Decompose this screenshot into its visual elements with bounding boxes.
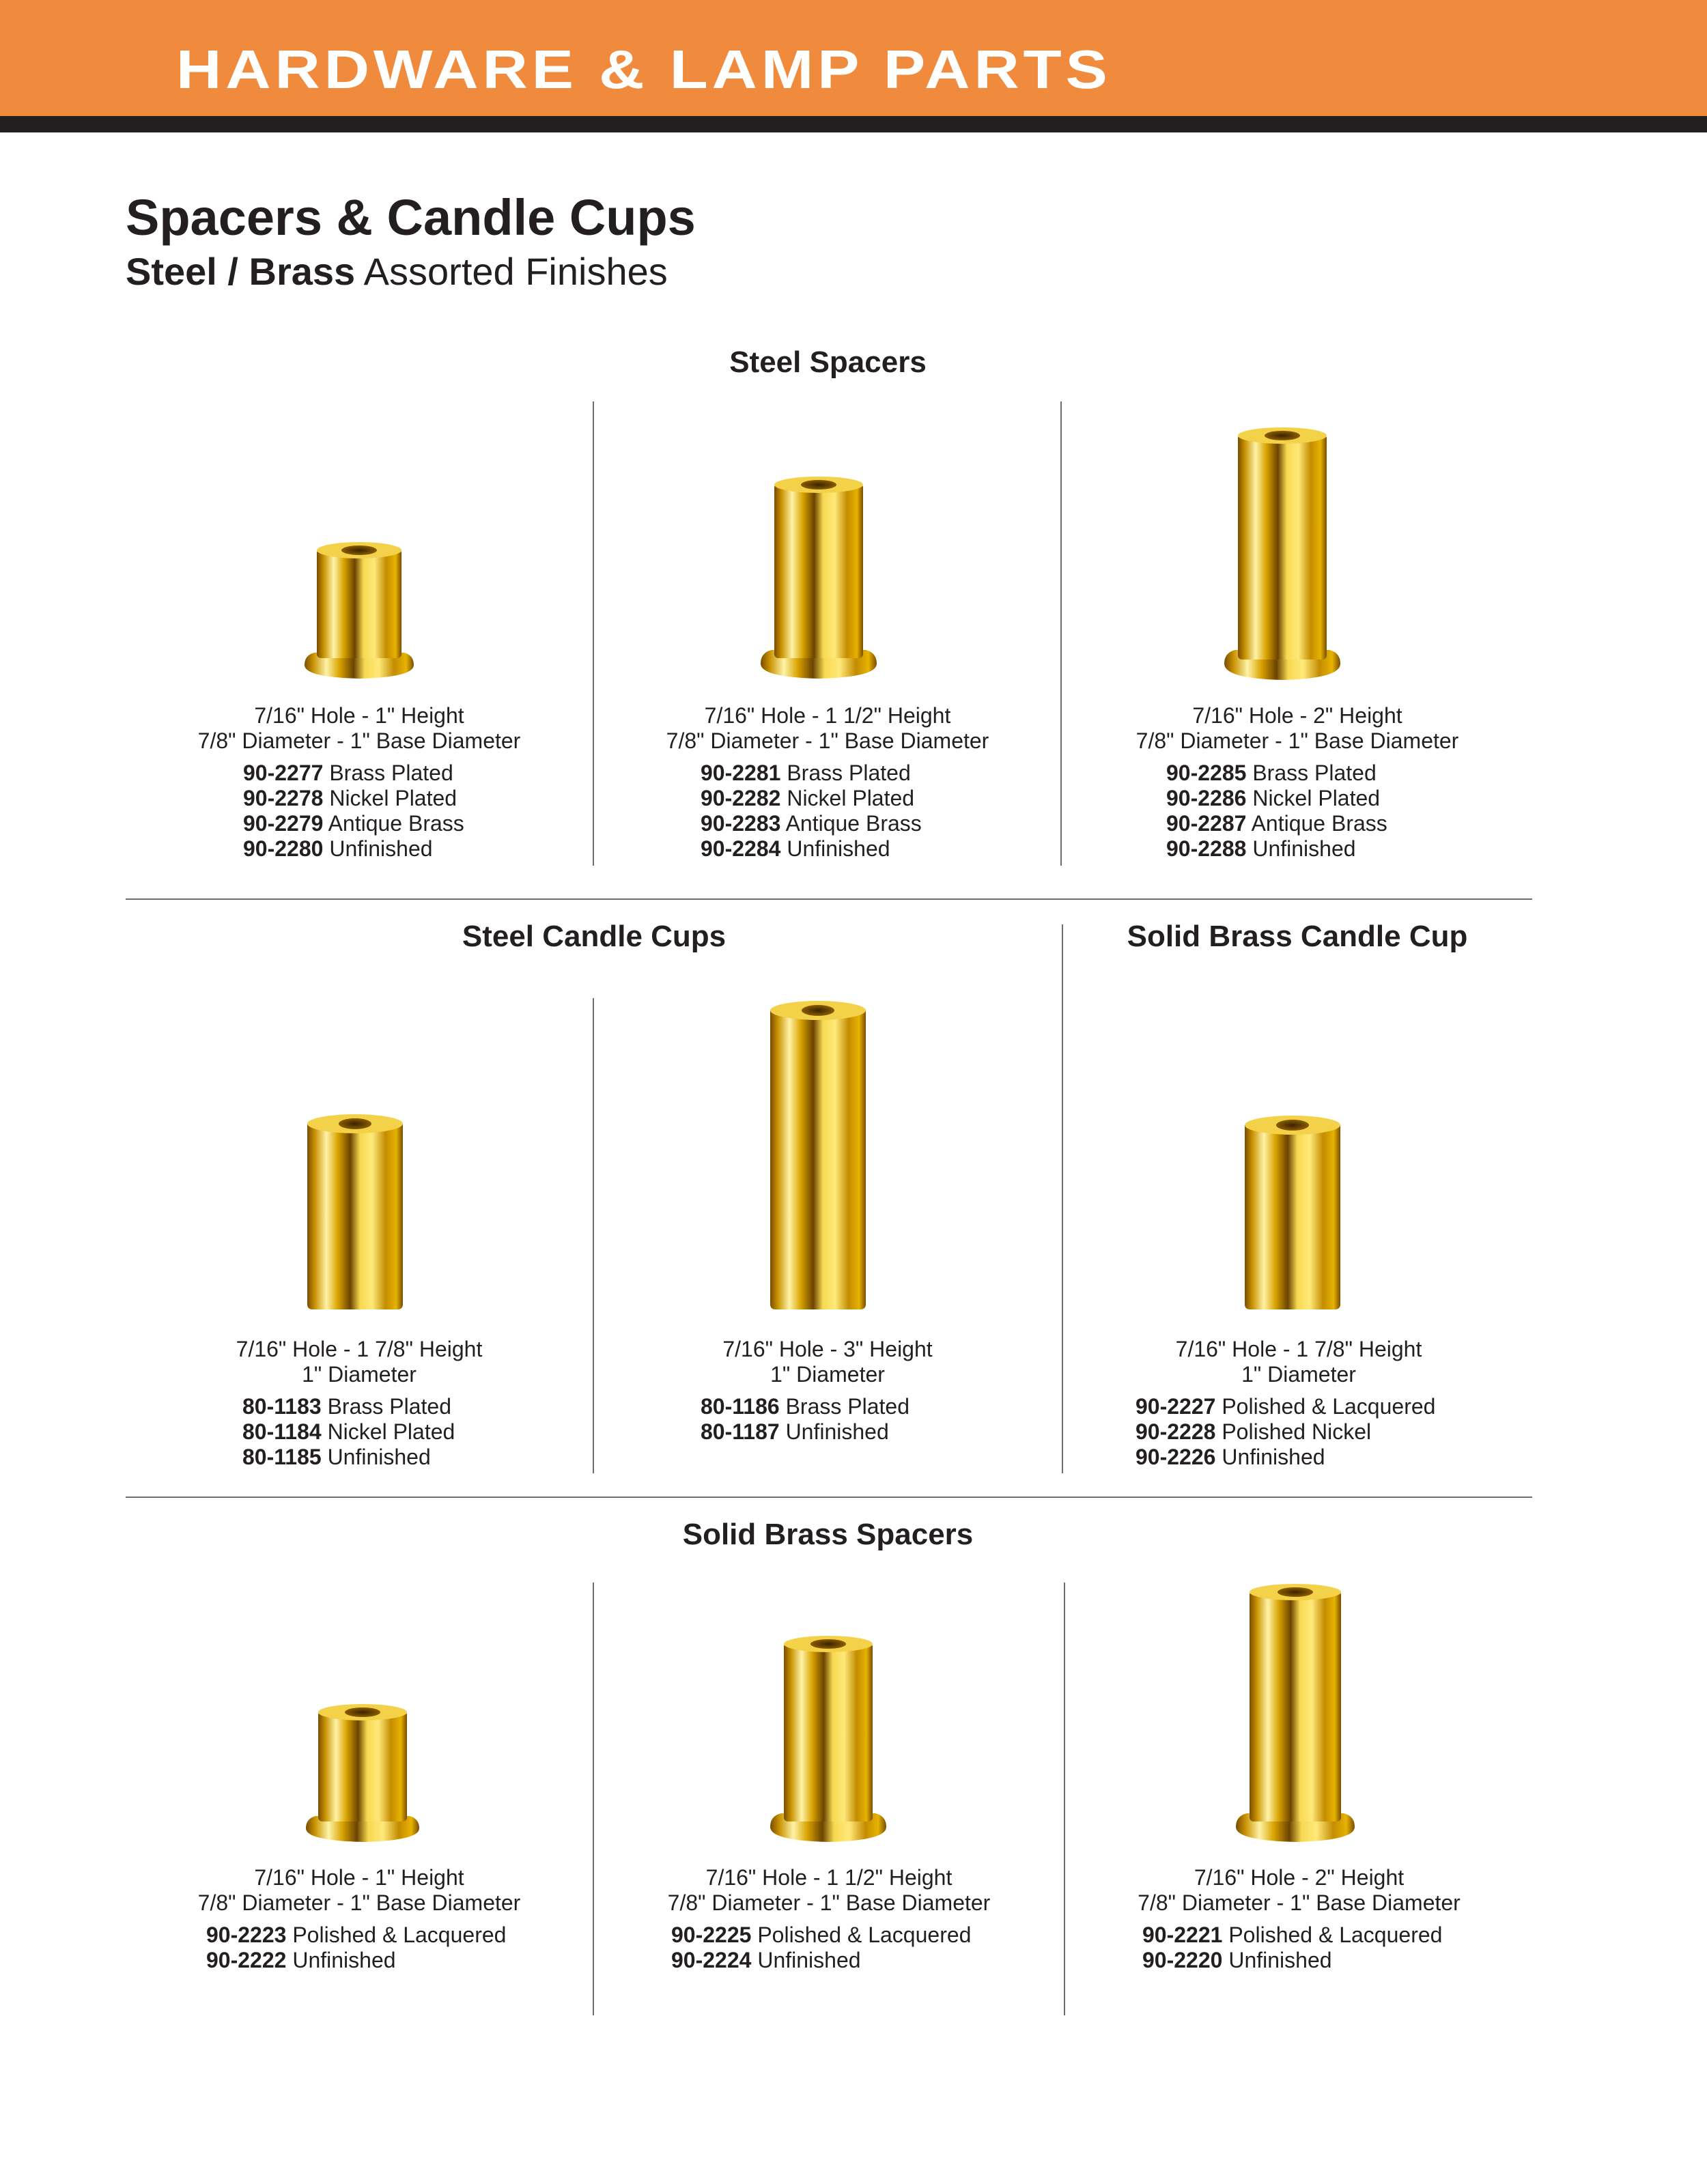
part-row <box>671 1923 971 1948</box>
part-row <box>1142 1923 1442 1948</box>
part-list <box>242 1394 455 1470</box>
part-list <box>701 761 922 862</box>
spec-line: 7/16" Hole - 1 7/8" Height <box>1175 1337 1422 1361</box>
part-number: 90-2227 <box>1135 1394 1216 1419</box>
part-row <box>1142 1948 1442 1973</box>
product-specs <box>594 1337 1061 1387</box>
divider-horizontal <box>126 1497 1532 1498</box>
part-row <box>1135 1445 1435 1470</box>
part-row <box>243 761 464 786</box>
product-solid-brass-candle-cup <box>1063 998 1534 1476</box>
part-number: 80-1183 <box>242 1394 322 1419</box>
part-number: 90-2223 <box>206 1923 287 1947</box>
part-list <box>1142 1923 1442 1973</box>
part-finish: Polished & Lacquered <box>1228 1923 1443 1947</box>
spec-line: 1" Diameter <box>302 1362 417 1387</box>
part-finish: Nickel Plated <box>787 786 915 810</box>
product-specs <box>594 703 1061 754</box>
part-finish: Unfinished <box>785 1419 889 1444</box>
product-specs <box>1063 1337 1534 1387</box>
banner-title: HARDWARE & LAMP PARTS <box>176 39 1112 100</box>
part-row <box>242 1419 455 1445</box>
part-finish: Unfinished <box>787 836 890 861</box>
part-list <box>206 1923 506 1973</box>
part-row <box>701 786 922 811</box>
section-title-solid-brass-candle-cup: Solid Brass Candle Cup <box>1127 920 1468 953</box>
product-specs <box>126 1865 593 1916</box>
part-finish: Brass Plated <box>327 1394 451 1419</box>
part-row <box>243 811 464 836</box>
part-finish: Antique Brass <box>785 811 922 836</box>
spec-line: 7/16" Hole - 2" Height <box>1194 1865 1405 1890</box>
part-number: 90-2285 <box>1166 761 1247 785</box>
section-title-steel-spacers: Steel Spacers <box>729 345 927 379</box>
part-finish: Antique Brass <box>1251 811 1387 836</box>
spec-line: 7/8" Diameter - 1" Base Diameter <box>197 1890 521 1915</box>
page-subtitle <box>126 250 668 293</box>
divider-horizontal <box>126 898 1532 900</box>
part-finish: Brass Plated <box>329 761 453 785</box>
part-number: 90-2279 <box>243 811 324 836</box>
part-number: 90-2277 <box>243 761 324 785</box>
part-number: 90-2283 <box>701 811 781 836</box>
spec-line: 1" Diameter <box>1241 1362 1356 1387</box>
part-finish: Unfinished <box>1252 836 1356 861</box>
part-row <box>242 1394 455 1419</box>
part-number: 90-2220 <box>1142 1948 1223 1972</box>
part-finish: Antique Brass <box>328 811 464 836</box>
part-row <box>701 761 922 786</box>
part-row <box>1166 811 1387 836</box>
product-steel-spacer-1-5in <box>594 401 1061 879</box>
part-number: 80-1185 <box>242 1445 322 1469</box>
spec-line: 7/8" Diameter - 1" Base Diameter <box>667 1890 991 1915</box>
spec-line: 7/8" Diameter - 1" Base Diameter <box>1138 1890 1461 1915</box>
subtitle-bold: Steel / Brass <box>126 250 356 293</box>
part-finish: Unfinished <box>329 836 433 861</box>
part-row <box>1166 836 1387 862</box>
subtitle-rest: Assorted Finishes <box>363 250 668 293</box>
part-number: 90-2284 <box>701 836 781 861</box>
solid-brass-candle-cup-icon <box>1238 1110 1347 1314</box>
product-steel-spacer-1in <box>126 401 593 879</box>
part-finish: Unfinished <box>1228 1948 1332 1972</box>
part-number: 90-2224 <box>671 1948 752 1972</box>
product-specs <box>1065 1865 1533 1916</box>
part-finish: Brass Plated <box>1252 761 1377 785</box>
part-finish: Unfinished <box>292 1948 396 1972</box>
spec-line: 7/16" Hole - 1" Height <box>254 1865 464 1890</box>
section-title-solid-brass-spacers: Solid Brass Spacers <box>682 1518 974 1551</box>
section-title-steel-candle-cups: Steel Candle Cups <box>462 920 726 953</box>
part-row <box>1166 761 1387 786</box>
spec-line: 7/8" Diameter - 1" Base Diameter <box>666 728 989 753</box>
part-number: 90-2286 <box>1166 786 1247 810</box>
part-finish: Nickel Plated <box>1252 786 1381 810</box>
part-number: 80-1184 <box>242 1419 322 1444</box>
solid-brass-spacer-short-icon <box>299 1700 426 1846</box>
spec-line: 7/16" Hole - 1" Height <box>254 703 464 728</box>
part-row <box>206 1948 506 1973</box>
part-finish: Polished & Lacquered <box>757 1923 972 1947</box>
spec-line: 7/16" Hole - 1 1/2" Height <box>705 1865 953 1890</box>
part-row <box>243 836 464 862</box>
product-solid-brass-spacer-2in <box>1065 1583 1533 2033</box>
page-title: Spacers & Candle Cups <box>126 189 696 246</box>
part-finish: Unfinished <box>757 1948 861 1972</box>
product-steel-spacer-2in <box>1062 401 1533 879</box>
part-row <box>1135 1419 1435 1445</box>
part-number: 90-2281 <box>701 761 781 785</box>
steel-spacer-tall-icon <box>1217 423 1347 684</box>
part-number: 90-2226 <box>1135 1445 1216 1469</box>
spec-line: 7/16" Hole - 2" Height <box>1192 703 1402 728</box>
part-row <box>701 836 922 862</box>
part-finish: Nickel Plated <box>327 1419 455 1444</box>
spec-line: 7/16" Hole - 1 1/2" Height <box>704 703 951 728</box>
part-finish: Polished & Lacquered <box>292 1923 507 1947</box>
part-number: 90-2222 <box>206 1948 287 1972</box>
product-steel-candle-cup-3in <box>594 998 1061 1476</box>
part-list <box>1166 761 1387 862</box>
steel-candle-cup-short-icon <box>300 1109 410 1314</box>
part-number: 90-2225 <box>671 1923 752 1947</box>
part-finish: Polished & Lacquered <box>1222 1394 1436 1419</box>
steel-candle-cup-tall-icon <box>763 995 873 1314</box>
part-number: 80-1186 <box>701 1394 780 1419</box>
part-finish: Nickel Plated <box>329 786 457 810</box>
part-finish: Brass Plated <box>787 761 911 785</box>
product-solid-brass-spacer-1-5in <box>594 1583 1064 2033</box>
part-list <box>671 1923 971 1973</box>
spec-line: 7/16" Hole - 1 7/8" Height <box>236 1337 483 1361</box>
part-finish: Unfinished <box>327 1445 431 1469</box>
spec-line: 7/8" Diameter - 1" Base Diameter <box>197 728 521 753</box>
part-number: 90-2228 <box>1135 1419 1216 1444</box>
product-steel-candle-cup-1-7-8in <box>126 998 593 1476</box>
part-row <box>243 786 464 811</box>
part-row <box>206 1923 506 1948</box>
product-specs <box>126 703 593 754</box>
solid-brass-spacer-medium-icon <box>763 1632 893 1846</box>
part-row <box>701 1394 909 1419</box>
spec-line: 7/16" Hole - 3" Height <box>722 1337 933 1361</box>
part-number: 80-1187 <box>701 1419 780 1444</box>
part-finish: Brass Plated <box>785 1394 909 1419</box>
part-number: 90-2288 <box>1166 836 1247 861</box>
part-row <box>701 811 922 836</box>
part-number: 90-2280 <box>243 836 324 861</box>
part-row <box>242 1445 455 1470</box>
part-list <box>701 1394 909 1445</box>
part-number: 90-2278 <box>243 786 324 810</box>
part-number: 90-2287 <box>1166 811 1247 836</box>
steel-spacer-short-icon <box>298 538 421 683</box>
part-row <box>671 1948 971 1973</box>
product-specs <box>126 1337 593 1387</box>
header-banner-bar <box>0 116 1707 132</box>
part-number: 90-2282 <box>701 786 781 810</box>
part-list <box>1135 1394 1435 1470</box>
solid-brass-spacer-tall-icon <box>1229 1580 1362 1846</box>
part-row <box>1166 786 1387 811</box>
product-solid-brass-spacer-1in <box>126 1583 593 2033</box>
part-finish: Polished Nickel <box>1222 1419 1372 1444</box>
spec-line: 7/8" Diameter - 1" Base Diameter <box>1135 728 1459 753</box>
part-list <box>243 761 464 862</box>
spec-line: 1" Diameter <box>770 1362 885 1387</box>
part-number: 90-2221 <box>1142 1923 1223 1947</box>
part-row <box>1135 1394 1435 1419</box>
steel-spacer-medium-icon <box>754 472 884 683</box>
product-specs <box>1062 703 1533 754</box>
part-finish: Unfinished <box>1222 1445 1325 1469</box>
part-row <box>701 1419 909 1445</box>
product-specs <box>594 1865 1064 1916</box>
